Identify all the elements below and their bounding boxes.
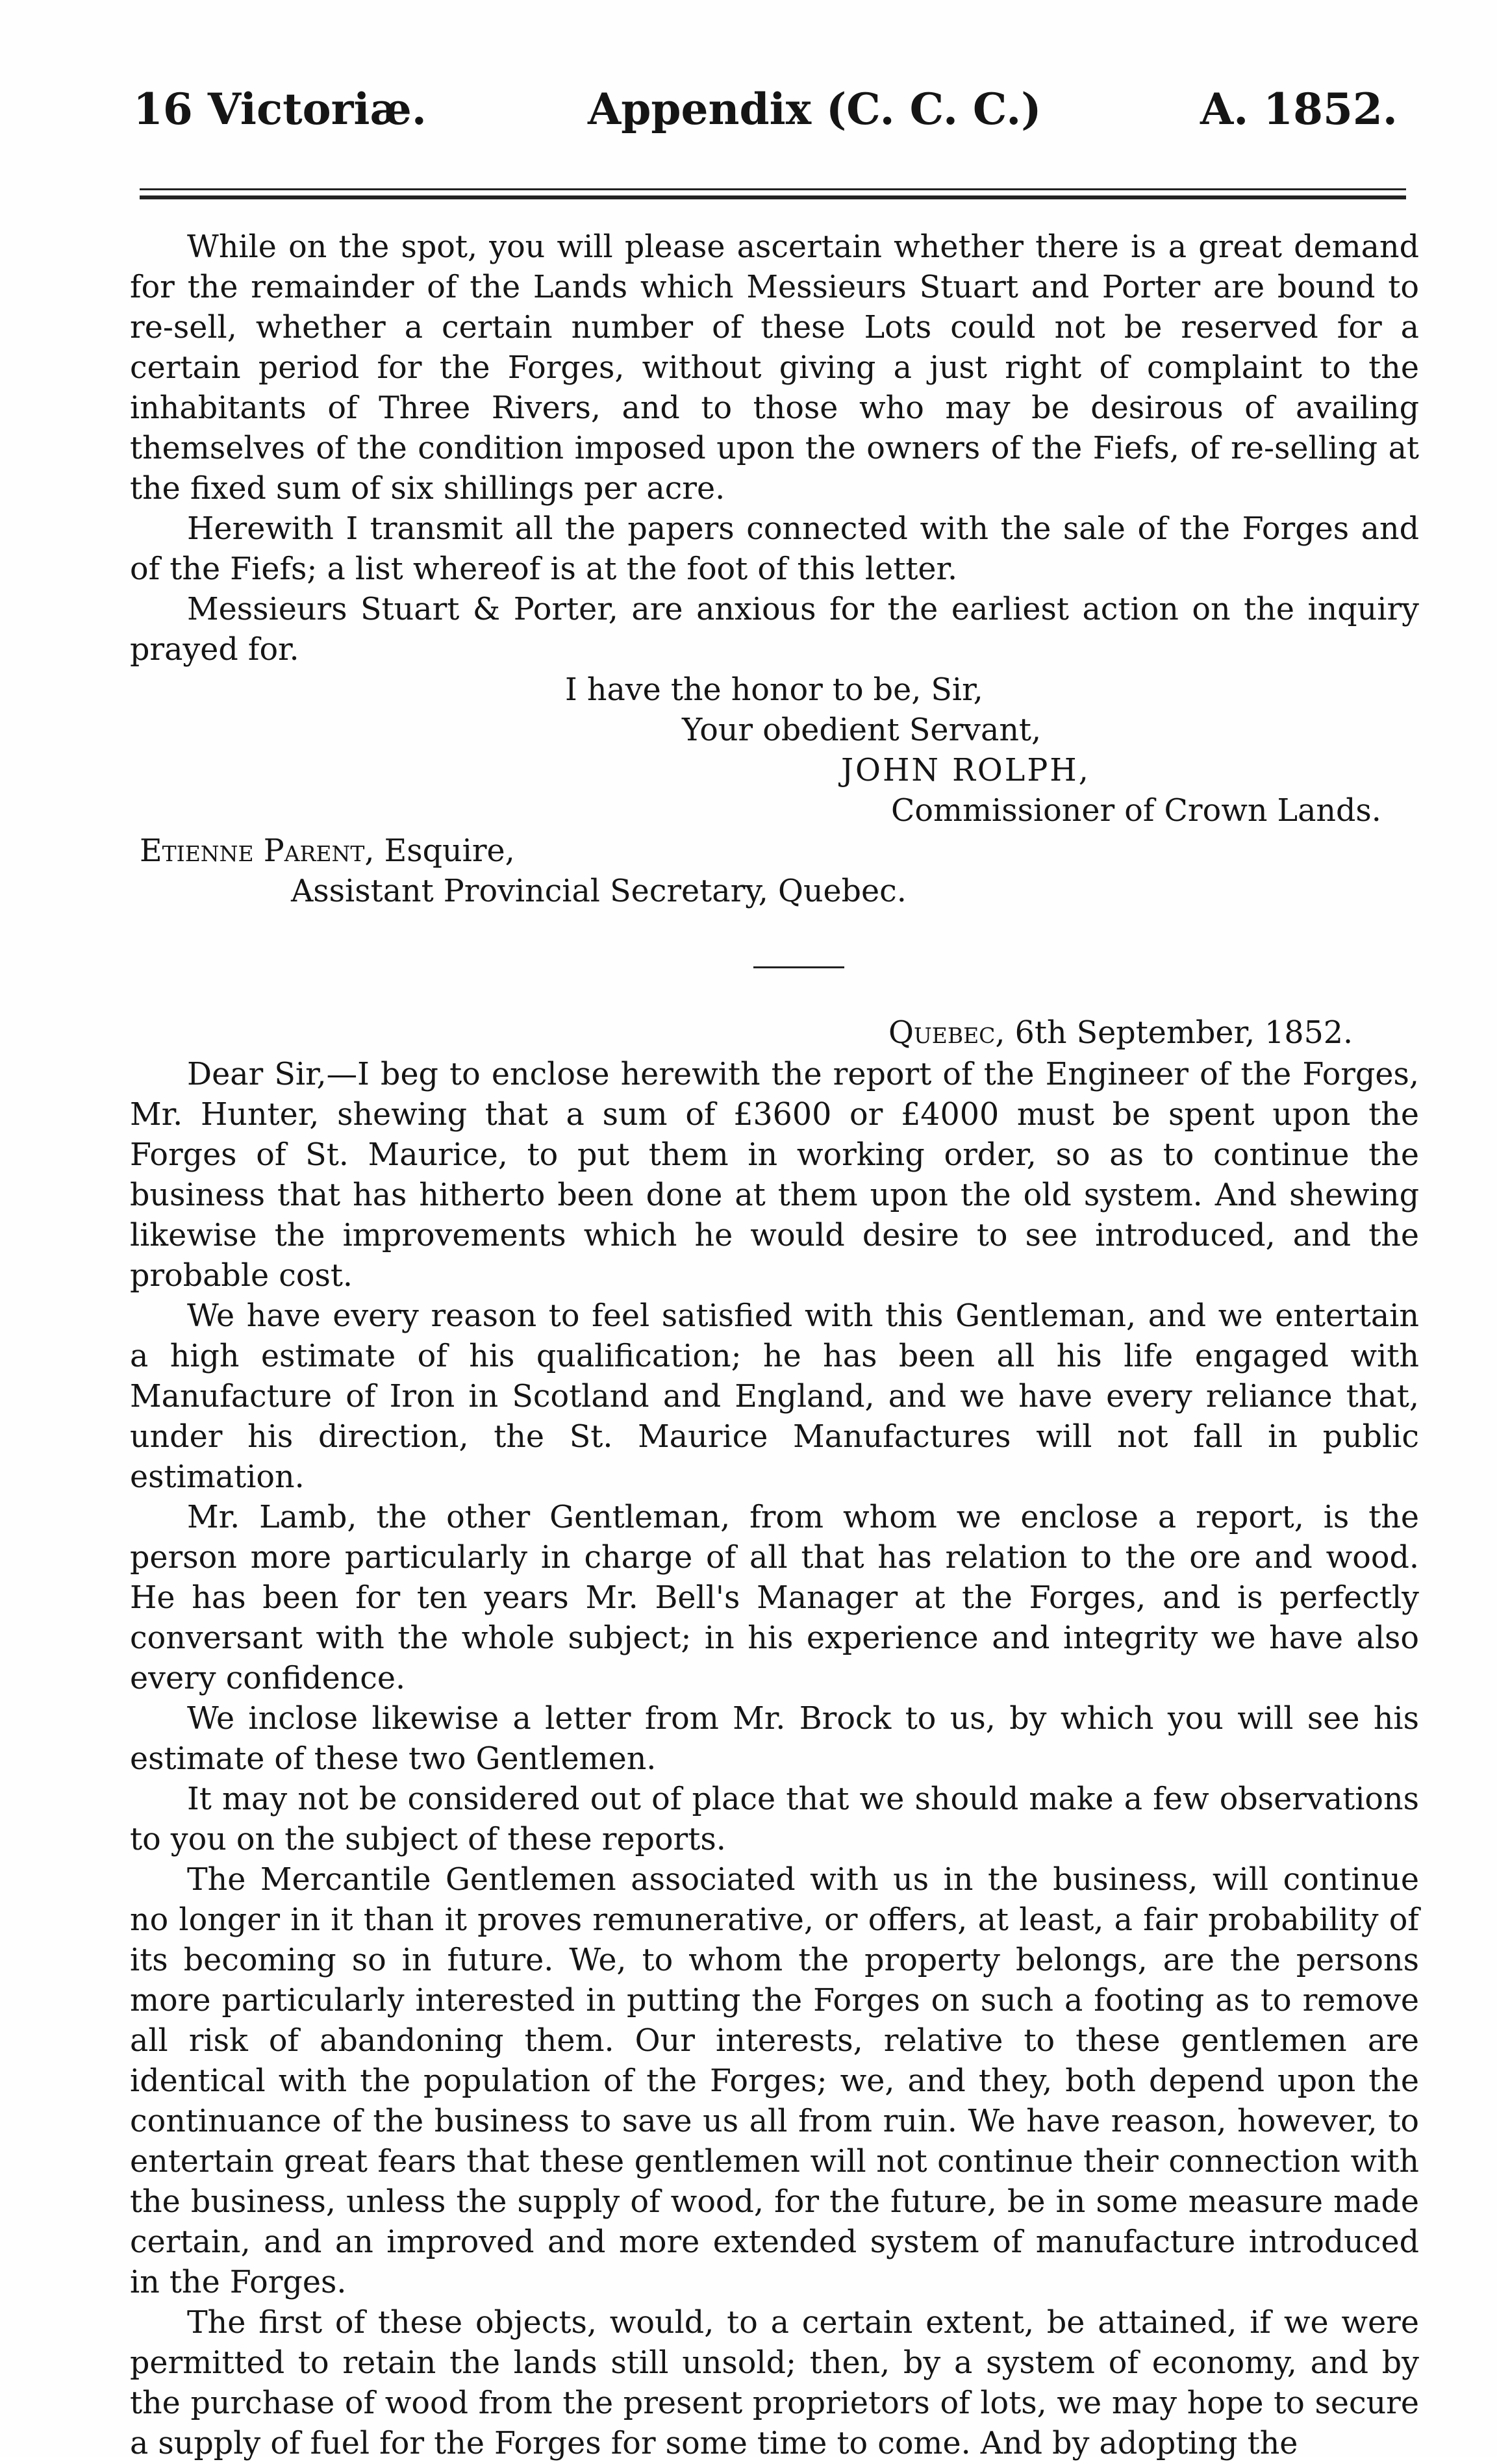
header-rule-thick xyxy=(140,195,1406,199)
signature-name: JOHN ROLPH, xyxy=(841,753,1090,788)
addressee-name: Etienne Parent, xyxy=(140,833,375,869)
header-rule-thin xyxy=(140,188,1406,190)
paragraph: It may not be considered out of place that we should make a few observations to you on the subject of these reports. xyxy=(130,1781,1419,1857)
paragraph: While on the spot, you will please ascertain whether there is a great demand for the remainder of the Lands which Messieurs Stuart and Porter are bound to re-sell, whether a certain number of these Lots could not be reserved for a certain period for the Forges, without giving a just right of complaint to the inhabitants of Three Rivers, and to those who may be desirous of availing themselves of the condition imposed upon the owners of the Fiefs, of re-selling at the fixed sum of six shillings per acre. xyxy=(130,229,1419,507)
letter2-body xyxy=(130,1055,1419,2464)
page-header xyxy=(0,83,1497,135)
addressee-suffix: Esquire, xyxy=(384,833,515,869)
letter1-body xyxy=(130,227,1419,670)
letter2-dateline xyxy=(888,1013,1353,1053)
addressee-title: Assistant Provincial Secretary, Quebec. xyxy=(291,874,907,909)
paragraph: Herewith I transmit all the papers connected with the sale of the Forges and of the Fiefs; a list whereof is at the foot of this letter. xyxy=(130,511,1419,587)
signature-title: Commissioner of Crown Lands. xyxy=(891,793,1381,829)
paragraph: Mr. Lamb, the other Gentleman, from whom we enclose a report, is the person more particularly in charge of all that has relation to the ore and wood. He has been for ten years Mr. Bell's Manager at the Forges, and is perfectly conversant with the whole subject; in his experience and integrity we have also every confidence. xyxy=(130,1500,1419,1696)
paragraph: The first of these objects, would, to a certain extent, be attained, if we were permitted to retain the lands still unsold; then, by a system of economy, and by the purchase of wood from the present proprietors of lots, we may hope to secure a supply of fuel for the Forges for some time to come. And by adopting the xyxy=(130,2305,1419,2461)
header-appendix: Appendix (C. C. C.) xyxy=(588,84,1042,134)
addressee xyxy=(140,831,515,872)
dateline-place: Quebec, xyxy=(888,1015,1005,1051)
dateline-date: 6th September, 1852. xyxy=(1014,1015,1353,1051)
section-divider xyxy=(753,966,844,968)
paragraph: The Mercantile Gentlemen associated with us in the business, will continue no longer in it than it proves remunerative, or offers, at least, a fair probability of its becoming so in future. We, to whom the property belongs, are the persons more particularly interested in putting the Forges on such a footing as to remove all risk of abandoning them. Our interests, relative to these gentlemen are identical with the population of the Forges; we, and they, both depend upon the continuance of the business to save us all from ruin. We have reason, however, to entertain great fears that these gentlemen will not continue their connection with the business, unless the supply of wood, for the future, be in some measure made certain, and an improved and more extended system of manufacture introduced in the Forges. xyxy=(130,1862,1419,2300)
paragraph: We have every reason to feel satisfied with this Gentleman, and we entertain a high estimate of his qualification; he has been all his life engaged with Manufacture of Iron in Scotland and England, and we have every reliance that, under his direction, the St. Maurice Manufactures will not fall in public estimation. xyxy=(130,1298,1419,1495)
paragraph: Messieurs Stuart & Porter, are anxious for the earliest action on the inquiry prayed for. xyxy=(130,592,1419,668)
header-year: A. 1852. xyxy=(1200,84,1398,134)
closing-line-2: Your obedient Servant, xyxy=(682,712,1042,748)
header-session: 16 Victoriæ. xyxy=(133,84,427,134)
closing-line: I have the honor to be, Sir, xyxy=(565,672,983,708)
paragraph: We inclose likewise a letter from Mr. Brock to us, by which you will see his estimate of these two Gentlemen. xyxy=(130,1701,1419,1777)
paragraph: Dear Sir,—I beg to enclose herewith the report of the Engineer of the Forges, Mr. Hunter, shewing that a sum of £3600 or £4000 must be spent upon the Forges of St. Maurice, to put them in working order, so as to continue the business that has hitherto been done at them upon the old system. And shewing likewise the improvements which he would desire to see introduced, and the probable cost. xyxy=(130,1057,1419,1294)
